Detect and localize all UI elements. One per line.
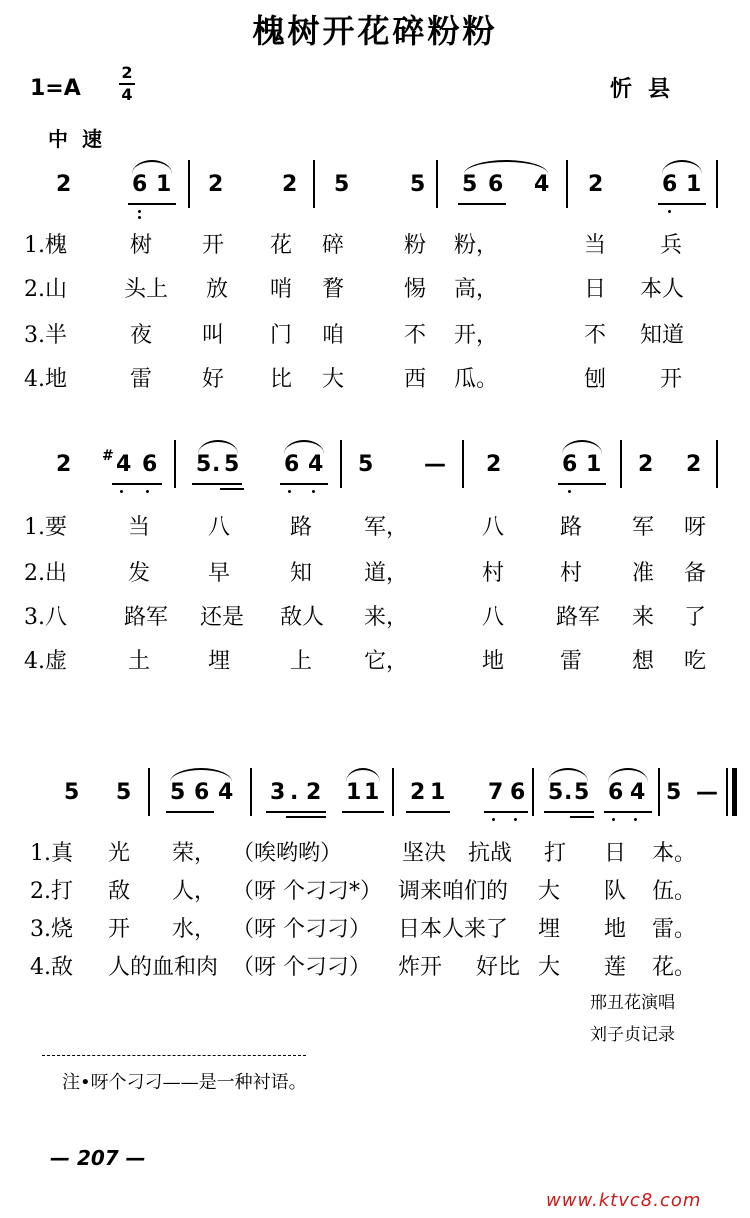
lyric: 埋 — [538, 917, 561, 942]
lyric: 村 — [560, 561, 583, 586]
underline — [166, 811, 214, 813]
lyric: 本人 — [640, 277, 685, 302]
lyric: 它， — [364, 649, 409, 674]
lyric: （呀 个刁刁） — [232, 917, 371, 942]
underline — [342, 811, 384, 813]
slur — [608, 768, 648, 782]
lyric: 花 — [270, 233, 293, 258]
note: 2 — [306, 780, 322, 805]
note: 6 — [662, 172, 678, 197]
lyric: 敌 — [108, 879, 131, 904]
lyric: 路 — [560, 515, 583, 540]
note: . — [564, 780, 573, 805]
barline — [340, 440, 342, 488]
note: 6 — [284, 452, 300, 477]
lyric: 2.出 — [24, 561, 67, 586]
note: 5 — [666, 780, 682, 805]
note: 5 — [116, 780, 132, 805]
lyric: 坚决 — [402, 841, 447, 866]
lyric: （呀 个刁刁*） — [232, 879, 382, 904]
note: 4 — [116, 452, 132, 477]
low-dot — [612, 818, 615, 821]
lyric: 当 — [584, 233, 607, 258]
lyric: 门 — [270, 323, 293, 348]
note: 2 — [282, 172, 298, 197]
lyric: 日本人来了 — [398, 917, 509, 942]
underline — [192, 483, 242, 485]
lyric: 头上 — [124, 277, 169, 302]
lyric: 比 — [270, 367, 293, 392]
lyric: 西 — [404, 367, 427, 392]
underline — [286, 816, 326, 818]
lyric: 不 — [584, 323, 607, 348]
lyric: 光 — [108, 841, 131, 866]
barline — [148, 768, 150, 816]
lyric: 打 — [544, 841, 567, 866]
note: 1 — [686, 172, 702, 197]
barline — [566, 160, 568, 208]
lyric: 知 — [290, 561, 313, 586]
note: 2 — [638, 452, 654, 477]
lyric: 惕 — [404, 277, 427, 302]
lyric: 雷。 — [652, 917, 697, 942]
note: 4 — [630, 780, 646, 805]
lyric: 2.打 — [30, 879, 73, 904]
sharp-sign: # — [102, 448, 114, 464]
lyric: 雷 — [560, 649, 583, 674]
note: . — [290, 780, 299, 805]
slur — [284, 440, 324, 454]
low-dot — [288, 490, 291, 493]
meter-top: 2 — [121, 63, 133, 82]
underline — [658, 203, 706, 205]
lyric: 哨 — [270, 277, 293, 302]
underline — [112, 483, 162, 485]
low-dot — [120, 490, 123, 493]
singer-credit: 邢丑花演唱 — [590, 993, 675, 1013]
lyric: 发 — [128, 561, 151, 586]
lyric: 本。 — [652, 841, 697, 866]
tempo-marking: 中速 — [48, 127, 116, 151]
underline — [220, 488, 244, 490]
lyric: 大 — [322, 367, 345, 392]
lyric: 刨 — [584, 367, 607, 392]
lyric: 村 — [482, 561, 505, 586]
underline — [484, 811, 528, 813]
lyric: 早 — [208, 561, 231, 586]
footnote-rule — [42, 1055, 306, 1056]
low-dot — [312, 490, 315, 493]
lyric: 吃 — [684, 649, 707, 674]
lyric: 放 — [206, 277, 229, 302]
barline — [174, 440, 176, 488]
lyric: 叫 — [202, 323, 225, 348]
lyric: 夜 — [130, 323, 153, 348]
note: 6 — [132, 172, 148, 197]
lyric: 埋 — [208, 649, 231, 674]
slur — [464, 160, 548, 174]
note: 5 — [358, 452, 374, 477]
lyric: 备 — [684, 561, 707, 586]
lyric: 雷 — [130, 367, 153, 392]
note: 2 — [208, 172, 224, 197]
note: 5 — [64, 780, 80, 805]
lyric: 1.槐 — [24, 233, 67, 258]
note: 1 — [156, 172, 172, 197]
lyric: 1.要 — [24, 515, 67, 540]
barline — [436, 160, 438, 208]
lyric: 树 — [130, 233, 153, 258]
lyric: 高， — [454, 277, 499, 302]
lyric: 日 — [584, 277, 607, 302]
low-dot — [138, 210, 141, 213]
lyric: 队 — [604, 879, 627, 904]
lyric: 抗战 — [468, 841, 513, 866]
lyric: 开 — [660, 367, 683, 392]
lyric: 调来咱们的 — [398, 879, 509, 904]
barline — [620, 440, 622, 488]
lyric: 水， — [172, 917, 217, 942]
final-barline — [732, 768, 737, 816]
lyric: 兵 — [660, 233, 683, 258]
notation-line-2 — [0, 440, 750, 510]
barline — [716, 160, 718, 208]
note: 5 — [196, 452, 212, 477]
low-dot — [568, 490, 571, 493]
lyric: 大 — [538, 879, 561, 904]
slur — [548, 768, 588, 782]
lyric: 4.敌 — [30, 955, 73, 980]
note: — — [696, 780, 718, 805]
slur — [198, 440, 238, 454]
note: 6 — [142, 452, 158, 477]
note: 5 — [334, 172, 350, 197]
note: 2 — [410, 780, 426, 805]
lyric: 炸开 — [398, 955, 443, 980]
note: 2 — [588, 172, 604, 197]
lyric: 地 — [604, 917, 627, 942]
lyric: 来 — [632, 605, 655, 630]
lyric: 伍。 — [652, 879, 697, 904]
note: 4 — [308, 452, 324, 477]
lyric: 道， — [364, 561, 409, 586]
lyric: 开， — [454, 323, 499, 348]
song-title: 槐树开花碎粉粉 — [252, 12, 498, 50]
lyric: 人， — [172, 879, 217, 904]
low-dot — [514, 818, 517, 821]
lyric: 八 — [208, 515, 231, 540]
low-dot — [492, 818, 495, 821]
lyric: 开 — [108, 917, 131, 942]
lyric: 好比 — [476, 955, 521, 980]
song-origin: 忻县 — [610, 77, 687, 102]
lyric: 花。 — [652, 955, 697, 980]
lyric: 3.烧 — [30, 917, 73, 942]
lyric: 日 — [604, 841, 627, 866]
note: 5 — [574, 780, 590, 805]
lyric: 还是 — [200, 605, 245, 630]
lyric: 路军 — [556, 605, 601, 630]
lyric: 粉， — [454, 233, 499, 258]
note: 4 — [218, 780, 234, 805]
note: 2 — [56, 452, 72, 477]
lyric: 军， — [364, 515, 409, 540]
low-dot — [668, 210, 671, 213]
lyric: 想 — [632, 649, 655, 674]
lyric: 不 — [404, 323, 427, 348]
barline — [250, 768, 252, 816]
lyric: 瞀 — [322, 277, 345, 302]
slur — [562, 440, 602, 454]
lyric: 呀 — [684, 515, 707, 540]
low-dot — [138, 216, 141, 219]
lyric: 当 — [128, 515, 151, 540]
lyric: 4.地 — [24, 367, 67, 392]
lyric: 八 — [482, 515, 505, 540]
lyric: 瓜。 — [454, 367, 499, 392]
note: 6 — [194, 780, 210, 805]
underline — [458, 203, 506, 205]
underline — [604, 811, 652, 813]
note: 5 — [410, 172, 426, 197]
notation-line-3 — [0, 768, 750, 838]
footnote: 注•呀个刁刁——是一种衬语。 — [62, 1072, 307, 1093]
note: . — [212, 452, 221, 477]
lyric: 粉 — [404, 233, 427, 258]
lyric: 2.山 — [24, 277, 67, 302]
lyric: 3.八 — [24, 605, 67, 630]
lyric: 好 — [202, 367, 225, 392]
note: 6 — [562, 452, 578, 477]
lyric: 4.虚 — [24, 649, 67, 674]
barline — [716, 440, 718, 488]
barline — [658, 768, 660, 816]
underline — [280, 483, 328, 485]
lyric: 土 — [128, 649, 151, 674]
lyric: 敌人 — [280, 605, 325, 630]
lyric: 上 — [290, 649, 313, 674]
note: 7 — [488, 780, 504, 805]
note: 6 — [510, 780, 526, 805]
lyric: 人的血和肉 — [108, 955, 219, 980]
lyric: 路军 — [124, 605, 169, 630]
lyric: 莲 — [604, 955, 627, 980]
barline — [392, 768, 394, 816]
underline — [570, 816, 594, 818]
lyric: 荣， — [172, 841, 217, 866]
lyric: 了 — [684, 605, 707, 630]
note: 4 — [534, 172, 550, 197]
note: 5 — [170, 780, 186, 805]
note: 2 — [486, 452, 502, 477]
slur — [132, 160, 172, 174]
barline — [313, 160, 315, 208]
lyric: 知道 — [640, 323, 685, 348]
lyric: 咱 — [322, 323, 345, 348]
notation-line-1 — [0, 160, 750, 230]
slur — [346, 768, 380, 782]
slur — [170, 768, 232, 782]
lyric: 八 — [482, 605, 505, 630]
note: 1 — [346, 780, 362, 805]
meter-bottom: 4 — [121, 85, 133, 104]
note: 6 — [488, 172, 504, 197]
note: 5 — [548, 780, 564, 805]
recorder-credit: 刘子贞记录 — [590, 1025, 675, 1045]
underline — [544, 811, 594, 813]
time-signature — [117, 64, 137, 104]
barline — [188, 160, 190, 208]
lyric: 路 — [290, 515, 313, 540]
lyric: 1.真 — [30, 841, 73, 866]
note: — — [424, 452, 446, 477]
note: 5 — [224, 452, 240, 477]
watermark: www.ktvc8.com — [546, 1190, 702, 1211]
underline — [406, 811, 450, 813]
lyric: 3.半 — [24, 323, 67, 348]
underline — [128, 203, 176, 205]
lyric: 开 — [202, 233, 225, 258]
barline — [462, 440, 464, 488]
note: 3 — [270, 780, 286, 805]
underline — [266, 811, 326, 813]
lyric: 大 — [538, 955, 561, 980]
lyric: 军 — [632, 515, 655, 540]
note: 2 — [686, 452, 702, 477]
lyric: 碎 — [322, 233, 345, 258]
barline — [726, 768, 728, 816]
underline — [558, 483, 606, 485]
lyric: 来， — [364, 605, 409, 630]
low-dot — [146, 490, 149, 493]
barline — [532, 768, 534, 816]
slur — [662, 160, 702, 174]
low-dot — [634, 818, 637, 821]
note: 5 — [462, 172, 478, 197]
lyric: （唉哟哟） — [232, 841, 343, 866]
note: 1 — [364, 780, 380, 805]
lyric: （呀 个刁刁） — [232, 955, 371, 980]
key-signature: 1=A — [30, 76, 81, 101]
note: 1 — [430, 780, 446, 805]
lyric: 准 — [632, 561, 655, 586]
note: 1 — [586, 452, 602, 477]
page-number: — 207 — — [50, 1146, 146, 1170]
note: 6 — [608, 780, 624, 805]
lyric: 地 — [482, 649, 505, 674]
note: 2 — [56, 172, 72, 197]
